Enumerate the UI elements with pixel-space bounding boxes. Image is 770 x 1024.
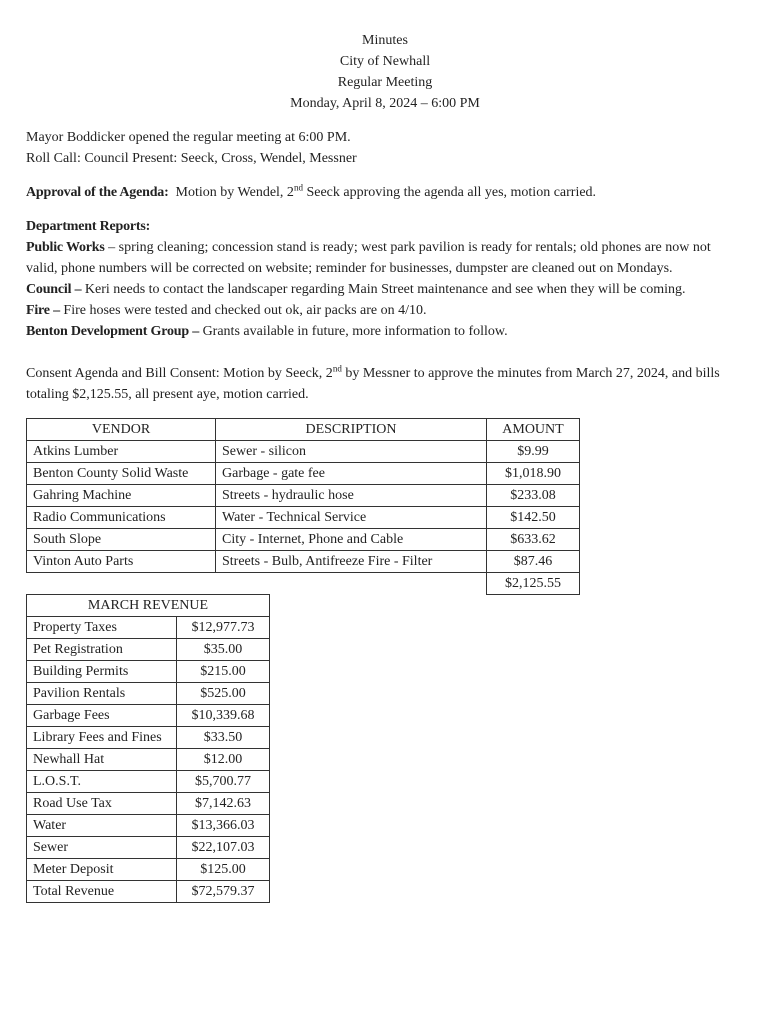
table-row bbox=[27, 683, 270, 705]
table-row bbox=[27, 639, 270, 661]
revenue-amount: $35.00 bbox=[177, 639, 270, 661]
agenda-label: Approval of the Agenda: bbox=[26, 185, 169, 200]
table-row bbox=[27, 551, 580, 573]
fire-label: Fire – bbox=[26, 303, 60, 318]
table-row bbox=[27, 771, 270, 793]
amount-cell: $633.62 bbox=[487, 529, 580, 551]
report-fire bbox=[26, 300, 744, 321]
revenue-amount: $525.00 bbox=[177, 683, 270, 705]
revenue-title-row bbox=[27, 595, 270, 617]
bills-total-row bbox=[27, 573, 580, 595]
table-row bbox=[27, 463, 580, 485]
vendor-cell: Benton County Solid Waste bbox=[27, 463, 216, 485]
revenue-source: Pet Registration bbox=[27, 639, 177, 661]
amount-cell: $142.50 bbox=[487, 507, 580, 529]
fire-text: Fire hoses were tested and checked out ok, air packs are on 4/10. bbox=[59, 303, 427, 318]
empty-cell bbox=[27, 573, 216, 595]
reports-heading bbox=[26, 216, 744, 237]
revenue-amount: $5,700.77 bbox=[177, 771, 270, 793]
table-row bbox=[27, 529, 580, 551]
table-row bbox=[27, 837, 270, 859]
revenue-amount: $215.00 bbox=[177, 661, 270, 683]
agenda-text-1: Motion by Wendel, 2 bbox=[168, 185, 294, 200]
vendor-cell: Radio Communications bbox=[27, 507, 216, 529]
revenue-table bbox=[26, 594, 270, 903]
opening-line: Mayor Boddicker opened the regular meeting at 6:00 PM. bbox=[26, 130, 351, 145]
consent-agenda bbox=[26, 363, 744, 405]
table-row bbox=[27, 507, 580, 529]
vendor-cell: Vinton Auto Parts bbox=[27, 551, 216, 573]
header-title: Minutes bbox=[362, 33, 408, 48]
public-works-label: Public Works bbox=[26, 240, 105, 255]
bills-header-row bbox=[27, 419, 580, 441]
report-benton bbox=[26, 321, 744, 342]
table-row bbox=[27, 793, 270, 815]
revenue-source: L.O.S.T. bbox=[27, 771, 177, 793]
header-date: Monday, April 8, 2024 – 6:00 PM bbox=[290, 96, 480, 111]
table-row bbox=[27, 727, 270, 749]
bills-total: $2,125.55 bbox=[487, 573, 580, 595]
revenue-source: Garbage Fees bbox=[27, 705, 177, 727]
col-header-amount: AMOUNT bbox=[487, 419, 580, 441]
revenue-title: MARCH REVENUE bbox=[27, 595, 270, 617]
table-row bbox=[27, 441, 580, 463]
revenue-source: Road Use Tax bbox=[27, 793, 177, 815]
council-text: Keri needs to contact the landscaper regarding Main Street maintenance and see when they will be coming. bbox=[81, 282, 686, 297]
revenue-source: Library Fees and Fines bbox=[27, 727, 177, 749]
revenue-amount: $12.00 bbox=[177, 749, 270, 771]
revenue-total-amount: $72,579.37 bbox=[177, 881, 270, 903]
revenue-source: Pavilion Rentals bbox=[27, 683, 177, 705]
reports-heading-text: Department Reports: bbox=[26, 219, 151, 234]
vendor-cell: South Slope bbox=[27, 529, 216, 551]
vendor-cell: Atkins Lumber bbox=[27, 441, 216, 463]
description-cell: Sewer - silicon bbox=[216, 441, 487, 463]
revenue-source: Building Permits bbox=[27, 661, 177, 683]
amount-cell: $1,018.90 bbox=[487, 463, 580, 485]
revenue-amount: $13,366.03 bbox=[177, 815, 270, 837]
revenue-amount: $10,339.68 bbox=[177, 705, 270, 727]
bills-table bbox=[26, 418, 580, 595]
table-row bbox=[27, 705, 270, 727]
benton-text: Grants available in future, more information to follow. bbox=[199, 324, 508, 339]
table-row bbox=[27, 661, 270, 683]
header-meeting-type: Regular Meeting bbox=[337, 75, 433, 90]
description-cell: Streets - hydraulic hose bbox=[216, 485, 487, 507]
minutes-document bbox=[26, 30, 744, 903]
vendor-cell: Gahring Machine bbox=[27, 485, 216, 507]
roll-call-line: Roll Call: Council Present: Seeck, Cross, Wendel, Messner bbox=[26, 151, 357, 166]
table-row bbox=[27, 617, 270, 639]
agenda-text-2: Seeck approving the agenda all yes, motion carried. bbox=[302, 185, 597, 200]
table-row bbox=[27, 485, 580, 507]
table-row bbox=[27, 815, 270, 837]
amount-cell: $87.46 bbox=[487, 551, 580, 573]
report-council bbox=[26, 279, 744, 300]
revenue-source: Newhall Hat bbox=[27, 749, 177, 771]
public-works-text: – spring cleaning; concession stand is ready; west park pavilion is ready for rentals; old phones are now not valid, phone numbers will be corrected on website; reminder for businesses, dumpster are cleaned out on Mondays. bbox=[26, 240, 711, 276]
description-cell: City - Internet, Phone and Cable bbox=[216, 529, 487, 551]
description-cell: Garbage - gate fee bbox=[216, 463, 487, 485]
revenue-source: Meter Deposit bbox=[27, 859, 177, 881]
consent-text-1: Consent Agenda and Bill Consent: Motion by Seeck, 2 bbox=[26, 366, 333, 381]
table-row bbox=[27, 859, 270, 881]
description-cell: Water - Technical Service bbox=[216, 507, 487, 529]
revenue-amount: $7,142.63 bbox=[177, 793, 270, 815]
agenda-sup: nd bbox=[293, 182, 303, 193]
description-cell: Streets - Bulb, Antifreeze Fire - Filter bbox=[216, 551, 487, 573]
consent-sup: nd bbox=[332, 363, 342, 374]
col-header-description: DESCRIPTION bbox=[216, 419, 487, 441]
council-label: Council – bbox=[26, 282, 82, 297]
revenue-total-label: Total Revenue bbox=[27, 881, 177, 903]
amount-cell: $233.08 bbox=[487, 485, 580, 507]
table-row bbox=[27, 749, 270, 771]
revenue-amount: $125.00 bbox=[177, 859, 270, 881]
header-city: City of Newhall bbox=[339, 54, 431, 69]
revenue-source: Sewer bbox=[27, 837, 177, 859]
revenue-source: Water bbox=[27, 815, 177, 837]
revenue-amount: $22,107.03 bbox=[177, 837, 270, 859]
empty-cell bbox=[216, 573, 487, 595]
revenue-source: Property Taxes bbox=[27, 617, 177, 639]
col-header-vendor: VENDOR bbox=[27, 419, 216, 441]
agenda-approval bbox=[26, 182, 744, 203]
report-public-works bbox=[26, 237, 744, 279]
revenue-amount: $33.50 bbox=[177, 727, 270, 749]
document-header bbox=[26, 30, 744, 114]
revenue-total-row bbox=[27, 881, 270, 903]
amount-cell: $9.99 bbox=[487, 441, 580, 463]
revenue-amount: $12,977.73 bbox=[177, 617, 270, 639]
benton-label: Benton Development Group – bbox=[26, 324, 200, 339]
consent-text-2: by Messner to approve the minutes from March 27, 2024, and bills totaling $2,125.55, all present aye, motion carried. bbox=[26, 366, 720, 402]
